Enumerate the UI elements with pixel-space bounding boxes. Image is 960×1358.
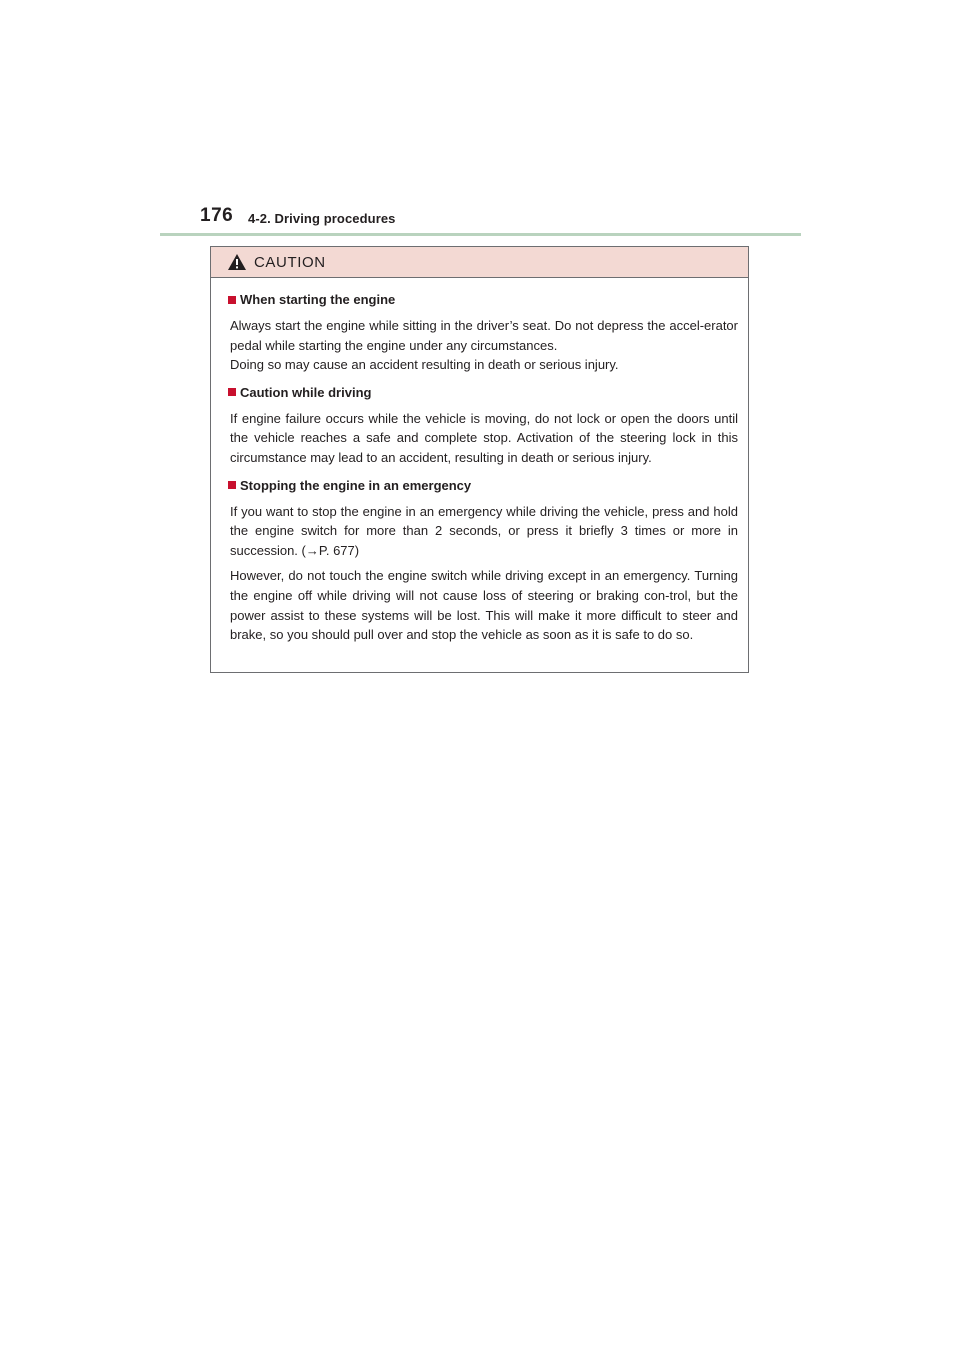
caution-box xyxy=(210,246,749,673)
caution-header xyxy=(211,247,748,278)
page-header xyxy=(160,200,801,236)
bullet-square-icon xyxy=(228,296,236,304)
paragraph: If engine failure occurs while the vehicle is moving, do not lock or open the doors until the vehicle reaches a safe and complete stop. Activation of the steering lock in this circumstance may lead to an accident, resulting in death or serious injury. xyxy=(230,410,738,465)
section-title: 4-2. Driving procedures xyxy=(248,211,396,226)
caution-body xyxy=(211,278,748,645)
item-heading xyxy=(228,476,738,495)
item-heading-text: Stopping the engine in an emergency xyxy=(240,477,472,493)
item-heading-text: When starting the engine xyxy=(240,292,396,307)
warning-triangle-icon xyxy=(227,253,247,271)
item-heading xyxy=(228,290,738,309)
caution-item-starting-engine xyxy=(228,290,738,375)
bullet-square-icon xyxy=(228,388,236,396)
caution-title: CAUTION xyxy=(254,253,326,271)
item-heading xyxy=(228,383,738,402)
caution-item-emergency-stop xyxy=(228,476,738,645)
paragraph: If you want to stop the engine in an emergency while driving the vehicle, press and hold the engine switch for more than 2 seconds, or press it briefly 3 times or more in succession. (→P. 677) xyxy=(230,503,738,558)
header-rule xyxy=(160,233,801,236)
paragraph: Always start the engine while sitting in the driver’s seat. Do not depress the accel-erator pedal while starting the engine under any circumstances. xyxy=(230,318,738,353)
paragraph: However, do not touch the engine switch while driving except in an emergency. Turning the engine off while driving will not cause loss of steering or braking con-trol, but the power assist to these systems will be lost. This will make it more difficult to steer and brake, so you should pull over and stop the vehicle as soon as it is safe to do so. xyxy=(230,568,738,643)
caution-item-while-driving xyxy=(228,383,738,468)
paragraph: Doing so may cause an accident resulting in death or serious injury. xyxy=(230,357,619,373)
bullet-square-icon xyxy=(228,481,236,489)
item-heading-text: Caution while driving xyxy=(240,384,372,400)
page-number: 176 xyxy=(200,205,234,226)
